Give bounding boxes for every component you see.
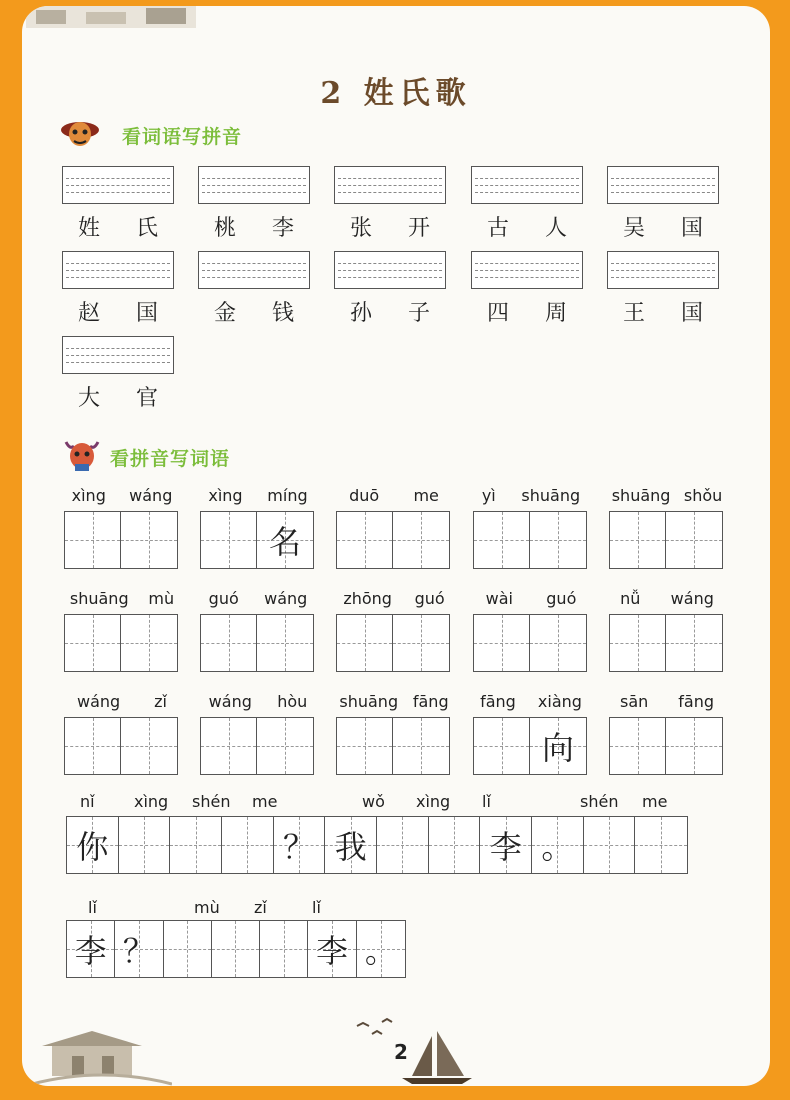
word-char: 赵 [78,301,101,326]
tianzige-grid [64,511,178,569]
sentence-pinyin: xìng [134,792,169,811]
writing-cell[interactable] [65,718,121,774]
pinyin-answer-box[interactable] [334,166,446,204]
pinyin-syllable: sān [619,692,649,711]
sentence-pinyin: shén [580,792,619,811]
cell-char [170,817,221,873]
cell-char [393,615,449,671]
word-char: 国 [135,301,158,326]
pinyin-syllable: shǒu [683,486,723,505]
pinyin-syllable: xìng [208,486,243,505]
cell-char [429,817,480,873]
tianzige-grid [64,614,178,672]
tianzige-grid [64,717,178,775]
tianzige-grid [609,511,723,569]
pinyin-syllable: xiàng [537,692,582,711]
cell-char: 李 [316,932,349,970]
cell-char [222,817,273,873]
writing-cell[interactable] [201,615,257,671]
cell-char [474,512,529,568]
word-char: 国 [680,301,703,326]
word-item [623,211,703,242]
writing-cell[interactable] [666,615,722,671]
writing-cell[interactable] [121,615,177,671]
writing-cell[interactable] [610,512,666,568]
writing-cell[interactable] [337,718,393,774]
word-item [214,211,294,242]
cell-char [257,718,313,774]
writing-cell[interactable] [65,615,121,671]
writing-cell[interactable] [257,615,313,671]
pinyin-answer-box[interactable] [471,166,583,204]
pinyin-syllable: shuāng [339,692,399,711]
sentence-pinyin: mù [194,898,220,917]
pinyin-syllable: wáng [129,486,173,505]
pinyin-syllable: shuāng [521,486,581,505]
pinyin-syllable: fāng [678,692,714,711]
cell-char [212,921,259,977]
pinyin-syllable: fāng [412,692,449,711]
cell-char [201,718,256,774]
pinyin-syllable: shuāng [69,589,129,608]
sentence-pinyin: zǐ [254,898,267,917]
opera-mask-icon [60,116,100,152]
pinyin-syllable: duō [349,486,380,505]
pinyin-label [196,589,320,608]
pinyin-label [332,486,456,505]
pinyin-syllable: xìng [71,486,106,505]
pavilion-decoration [32,1006,172,1086]
writing-cell[interactable] [325,817,377,873]
cell-char [610,615,665,671]
pinyin-syllable: fāng [480,692,516,711]
cell-char [530,615,586,671]
writing-cell[interactable] [222,817,274,873]
sentence-pinyin: me [642,792,668,811]
writing-cell[interactable] [257,718,313,774]
cell-char [121,615,177,671]
tianzige-grid [609,614,723,672]
writing-cell[interactable] [212,921,260,977]
section-title-pinyin: 看词语写拼音 [122,126,243,148]
word-char: 大 [78,386,101,411]
pinyin-syllable: zhōng [343,589,392,608]
tianzige-grid [473,511,587,569]
writing-cell[interactable] [170,817,222,873]
cell-char [337,512,392,568]
writing-cell[interactable] [610,718,666,774]
pinyin-syllable: shuāng [611,486,671,505]
word-item [350,296,430,327]
pinyin-label [196,486,320,505]
tianzige-grid [336,717,450,775]
pinyin-syllable: wáng [208,692,252,711]
pinyin-label [332,692,456,711]
cell-char [260,921,307,977]
cell-char [393,512,449,568]
cell-char [393,718,449,774]
pinyin-label [605,589,729,608]
sentence-pinyin: lǐ [312,898,321,917]
writing-cell[interactable] [357,921,405,977]
pinyin-answer-box[interactable] [62,336,174,374]
pinyin-answer-box[interactable] [334,251,446,289]
writing-cell[interactable] [584,817,636,873]
pinyin-label [60,692,184,711]
pinyin-syllable: mù [148,589,175,608]
writing-cell[interactable] [666,512,722,568]
word-char: 开 [407,216,430,241]
pinyin-syllable: nǚ [620,589,641,608]
page-title: 2 姓氏歌 [320,76,472,111]
pinyin-syllable: wáng [76,692,121,711]
pinyin-syllable: zǐ [154,692,167,711]
word-char: 氏 [135,216,158,241]
writing-cell[interactable] [429,817,481,873]
tianzige-grid [336,614,450,672]
word-item [487,296,567,327]
cell-char: 李 [74,932,107,970]
pinyin-answer-box[interactable] [62,166,174,204]
writing-cell[interactable] [337,615,393,671]
cell-char [337,718,392,774]
cell-char: 你 [76,828,109,866]
pinyin-label [605,692,729,711]
writing-cell[interactable] [532,817,584,873]
writing-cell[interactable] [67,921,115,977]
sentence-grid-1 [66,816,688,874]
cell-char [201,615,256,671]
writing-cell[interactable] [65,512,121,568]
writing-cell[interactable] [308,921,356,977]
writing-cell[interactable] [530,512,586,568]
word-item [78,381,158,412]
cell-char: 我 [334,828,367,866]
cell-char: 向 [542,729,575,767]
writing-cell[interactable] [201,718,257,774]
pinyin-answer-box[interactable] [471,251,583,289]
word-char: 古 [487,216,510,241]
writing-cell[interactable] [119,817,171,873]
tianzige-grid [473,614,587,672]
pinyin-label [605,486,729,505]
word-char: 官 [135,386,158,411]
pinyin-syllable: me [413,486,439,505]
pinyin-label [196,692,320,711]
sentence-grid-2 [66,920,406,978]
pinyin-answer-box[interactable] [198,251,310,289]
writing-cell[interactable] [67,817,119,873]
worksheet-page [22,6,770,1086]
boat-birds-decoration [352,1016,482,1086]
writing-cell[interactable] [115,921,163,977]
cell-char [337,615,392,671]
cell-char [584,817,635,873]
tianzige-grid [336,511,450,569]
ox-mask-icon [62,436,102,472]
word-char: 吴 [623,216,646,241]
pinyin-syllable: wáng [264,589,308,608]
sentence-pinyin: wǒ [362,792,385,811]
pinyin-syllable: guó [208,589,239,608]
cell-char: 。 [541,828,574,866]
writing-cell[interactable] [393,718,449,774]
word-item [78,296,158,327]
cell-char: ？ [283,828,316,866]
sentence-pinyin: lǐ [88,898,97,917]
section-title-words: 看拼音写词语 [110,448,231,470]
pinyin-syllable: míng [267,486,308,505]
writing-cell[interactable] [666,718,722,774]
cell-char [474,615,529,671]
writing-cell[interactable] [474,615,530,671]
tianzige-grid [200,717,314,775]
word-char: 周 [544,301,567,326]
word-char: 姓 [78,216,101,241]
writing-cell[interactable] [480,817,532,873]
cell-char [121,512,177,568]
word-char: 李 [271,216,294,241]
tianzige-grid [609,717,723,775]
writing-cell[interactable] [393,615,449,671]
writing-cell[interactable] [257,512,313,568]
sentence-pinyin: shén [192,792,231,811]
cell-char [121,718,177,774]
writing-cell[interactable] [530,615,586,671]
cell-char [119,817,170,873]
word-char: 四 [487,301,510,326]
cell-char [610,718,665,774]
writing-cell[interactable] [201,512,257,568]
writing-cell[interactable] [474,512,530,568]
cell-char [474,718,529,774]
cell-char [610,512,665,568]
cell-char [65,512,120,568]
cell-char [65,718,120,774]
cell-char: 。 [364,932,397,970]
cell-char [635,817,687,873]
writing-cell[interactable] [337,512,393,568]
pinyin-syllable: guó [414,589,445,608]
word-char: 国 [680,216,703,241]
pinyin-answer-box[interactable] [607,251,719,289]
pinyin-label [332,589,456,608]
writing-cell[interactable] [377,817,429,873]
cell-char: 名 [269,523,302,561]
pinyin-syllable: wài [485,589,513,608]
pinyin-label [469,486,593,505]
word-char: 钱 [271,301,294,326]
sentence-pinyin: me [252,792,278,811]
word-item [214,296,294,327]
cell-char [65,615,120,671]
tianzige-grid [200,511,314,569]
pinyin-syllable: hòu [277,692,308,711]
word-char: 金 [214,301,237,326]
pinyin-label [469,692,593,711]
pinyin-answer-box[interactable] [198,166,310,204]
word-char: 张 [350,216,373,241]
writing-cell[interactable] [393,512,449,568]
pinyin-answer-box[interactable] [62,251,174,289]
cell-char [201,512,256,568]
cell-char [257,615,313,671]
sentence-pinyin: lǐ [482,792,491,811]
writing-cell[interactable] [274,817,326,873]
word-item [78,211,158,242]
writing-cell[interactable] [260,921,308,977]
writing-cell[interactable] [164,921,212,977]
word-item [487,211,567,242]
cell-char [666,615,722,671]
tianzige-grid [473,717,587,775]
pinyin-answer-box[interactable] [607,166,719,204]
cell-char [377,817,428,873]
building-decoration-top [26,6,196,28]
word-char: 桃 [214,216,237,241]
word-item [623,296,703,327]
sentence-pinyin: xìng [416,792,451,811]
tianzige-grid [200,614,314,672]
page-number: 2 [394,1040,408,1064]
word-char: 王 [623,301,646,326]
pinyin-label [60,486,184,505]
cell-char [666,718,722,774]
pinyin-syllable: wáng [670,589,714,608]
writing-cell[interactable] [530,718,586,774]
word-item [350,211,430,242]
cell-char: ？ [122,932,155,970]
cell-char: 李 [489,828,522,866]
cell-char [164,921,211,977]
writing-cell[interactable] [121,718,177,774]
pinyin-label [469,589,593,608]
writing-cell[interactable] [121,512,177,568]
word-char: 孙 [350,301,373,326]
writing-cell[interactable] [635,817,687,873]
writing-cell[interactable] [610,615,666,671]
pinyin-syllable: guó [546,589,577,608]
writing-cell[interactable] [474,718,530,774]
cell-char [666,512,722,568]
word-char: 人 [544,216,567,241]
cell-char [530,512,586,568]
pinyin-syllable: yì [481,486,496,505]
word-char: 子 [407,301,430,326]
pinyin-label [60,589,184,608]
sentence-pinyin: nǐ [80,792,95,811]
